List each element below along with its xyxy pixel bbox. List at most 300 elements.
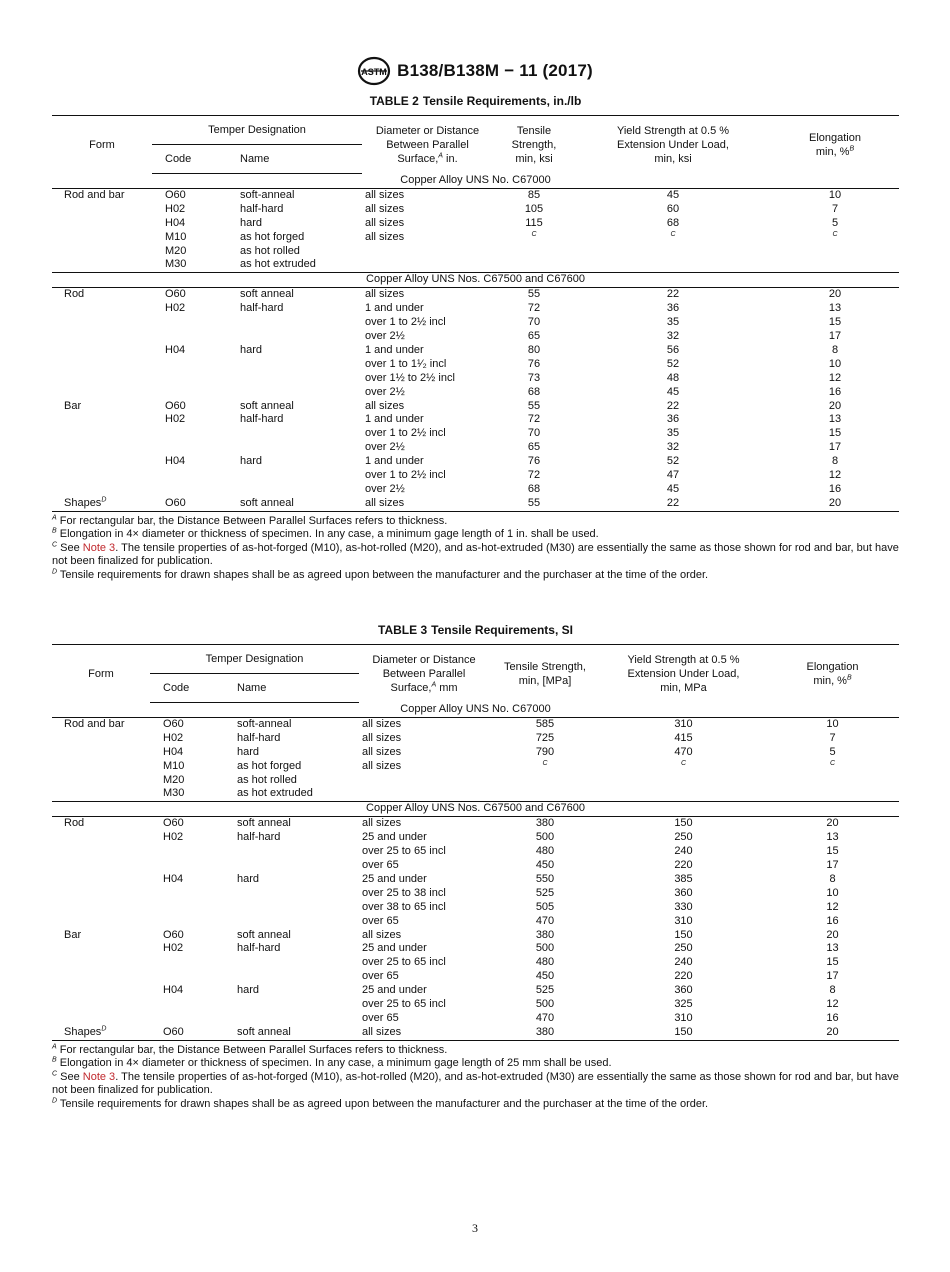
cell-name: hard [240,455,263,468]
cell-code [152,469,238,483]
cell-size: all sizes [362,759,402,772]
cell-form [52,787,150,801]
cell-code: M10 [165,230,187,243]
cell-code: M30 [163,787,185,800]
cell-yield: C [680,759,687,767]
cell-yield: 35 [666,316,680,329]
cell-name [238,358,362,372]
cell-size: all sizes [362,731,402,744]
cell-name: hard [240,343,263,356]
cell-form: Rod [64,817,85,830]
cell-tensile: 550 [535,872,555,885]
cell-form [52,1012,150,1026]
table-row [52,188,899,202]
cell-tensile: 55 [527,288,541,301]
cell-tensile: 70 [527,427,541,440]
table-row [52,427,899,441]
cell-name [235,956,359,970]
cell-tensile: 790 [535,745,555,758]
cell-size: all sizes [365,202,405,215]
cell-size: over 2½ [365,441,405,454]
table-row [52,746,899,760]
cell-tensile: 80 [527,343,541,356]
cell-tensile: 480 [535,845,555,858]
cell-yield: 32 [666,441,680,454]
cell-tensile: C [531,230,537,238]
cell-name [235,970,359,984]
col-header-elongation: Elongation min, %$^B$ [771,116,899,174]
cell-code: M10 [163,759,185,772]
cell-size: 1 and under [365,302,424,315]
cell-form [52,970,150,984]
cell-name [235,915,359,929]
cell-size: over 1½ to 2½ incl [365,371,455,384]
cell-elongation: 16 [828,385,842,398]
cell-size: over 65 [362,1011,399,1024]
cell-yield: 240 [674,845,693,858]
cell-size: over 25 to 65 incl [362,998,446,1011]
cell-code: H02 [165,302,186,315]
col-header-form: Form [52,645,150,703]
cell-form: Rod [64,288,85,301]
cell-code: O60 [163,717,184,730]
cell-form [52,344,152,358]
cell-elongation: 20 [826,817,839,830]
cell-size: over 25 to 65 incl [362,845,446,858]
cell-elongation: 12 [826,900,839,913]
cell-code [150,887,235,901]
cell-yield: 56 [666,343,680,356]
cell-form [52,330,152,344]
table-row [52,372,899,386]
page-header [0,56,950,86]
footnote-c: $^C$ See Note 3. The tensile properties of as-hot-forged (M10), as-hot-rolled (M20), and as-hot-extruded (M30) are essentially the same as those shown for rod and bar, but have not been finalized for publication. [52,541,899,568]
cell-yield: 47 [666,469,680,482]
cell-size: over 1 to 2½ incl [365,469,446,482]
table-3-group-2-heading: Copper Alloy UNS Nos. C67500 and C67600 [52,802,899,817]
cell-code [150,970,235,984]
cell-form [52,845,150,859]
cell-tensile: 72 [527,469,541,482]
table-2-grid [52,115,899,512]
table-row [52,358,899,372]
cell-code: O60 [165,188,186,201]
table-row [52,231,899,245]
cell-form [52,873,150,887]
cell-yield: 35 [666,427,680,440]
cell-elongation [771,245,899,259]
table-row [52,915,899,929]
cell-elongation: 10 [826,886,839,899]
cell-tensile [489,774,601,788]
cell-elongation [766,787,899,801]
cell-name [235,845,359,859]
cell-name [235,901,359,915]
cell-yield: 250 [674,942,693,955]
col-header-code: Code [152,145,238,174]
cell-tensile: 76 [527,357,541,370]
cell-yield: 52 [666,357,680,370]
cell-name: hard [237,984,260,997]
cell-name: soft-anneal [240,188,295,201]
document-designation: B138/B138M − 11 (2017) [397,61,593,80]
cell-size [362,245,493,259]
cell-form [52,217,152,231]
cell-code: M20 [163,773,185,786]
table-row [52,873,899,887]
cell-name: soft anneal [237,817,291,830]
cell-size [359,787,489,801]
cell-elongation: 8 [829,872,836,885]
col-header-name: Name [238,145,362,174]
cell-form: Rod and bar [64,188,125,201]
cell-code [150,915,235,929]
table-3 [52,623,899,1111]
cell-name: as hot forged [240,230,305,243]
cell-tensile: 450 [535,858,555,871]
table-row [52,970,899,984]
cell-elongation [771,258,899,272]
cell-name [238,441,362,455]
cell-yield: 250 [674,831,693,844]
cell-size: all sizes [365,230,405,243]
cell-form [52,859,150,873]
cell-yield: 36 [666,413,680,426]
cell-tensile: 72 [527,413,541,426]
table-row [52,942,899,956]
cell-form: Bar [64,399,82,412]
cell-size: over 65 [362,970,399,983]
cell-elongation [766,774,899,788]
cell-code: H02 [165,413,186,426]
cell-form [52,831,150,845]
cell-elongation: 17 [828,441,842,454]
cell-tensile: 380 [535,817,555,830]
cell-name [238,427,362,441]
table-3-title: TABLE 3 Tensile Requirements, SI [378,623,573,637]
cell-name: soft-anneal [237,717,292,730]
table-row [52,441,899,455]
cell-size: over 25 to 65 incl [362,956,446,969]
cell-code [152,427,238,441]
cell-name [238,483,362,497]
col-header-name: Name [235,674,359,703]
cell-tensile: 65 [527,329,541,342]
cell-tensile: 505 [535,900,555,913]
cell-yield [601,774,766,788]
cell-size: over 38 to 65 incl [362,900,446,913]
cell-elongation: 16 [826,1011,839,1024]
cell-elongation: 17 [826,858,839,871]
table-2 [52,94,899,582]
cell-name [235,1012,359,1026]
cell-elongation: 13 [826,942,839,955]
cell-elongation: 15 [826,845,839,858]
cell-size: all sizes [362,745,402,758]
cell-form [52,231,152,245]
cell-yield: 48 [666,371,680,384]
cell-tensile: 585 [535,717,555,730]
cell-size: over 1 to 1¹⁄₂ incl [365,357,447,370]
cell-form [52,441,152,455]
cell-size: all sizes [362,817,402,830]
cell-form [52,984,150,998]
table-row [52,717,899,731]
cell-name: hard [237,872,260,885]
table-row [52,984,899,998]
cell-code [150,845,235,859]
cell-size: over 65 [362,914,399,927]
cell-form [52,998,150,1012]
cell-name [235,998,359,1012]
cell-name: half-hard [240,202,284,215]
cell-yield: 310 [674,1011,693,1024]
astm-logo-icon [357,56,391,86]
cell-form [52,746,150,760]
table-row [52,302,899,316]
cell-yield: 325 [674,998,693,1011]
cell-code: H04 [163,872,184,885]
cell-code: H02 [163,942,184,955]
table-row [52,774,899,788]
table-2-title: TABLE 2 Tensile Requirements, in./lb [369,94,582,108]
cell-tensile: 480 [535,956,555,969]
cell-yield: 52 [666,455,680,468]
cell-form [52,901,150,915]
cell-tensile: 73 [527,371,541,384]
cell-yield: C [670,230,676,238]
cell-code [152,358,238,372]
cell-code: H02 [163,731,184,744]
cell-name: hard [237,745,260,758]
cell-size: all sizes [365,188,405,201]
cell-name [235,887,359,901]
cell-name [238,316,362,330]
cell-yield: 415 [674,731,693,744]
cell-size: over 65 [362,858,399,871]
cell-elongation: 15 [826,956,839,969]
cell-elongation: 5 [831,216,839,229]
table-row [52,760,899,774]
table-row [52,330,899,344]
cell-code [150,901,235,915]
cell-yield: 36 [666,302,680,315]
col-header-elongation: Elongation min, %$^B$ [766,645,899,703]
cell-elongation: 5 [829,745,836,758]
cell-code [152,483,238,497]
table-row [52,413,899,427]
cell-form: Bar [64,928,82,941]
col-header-tensile: Tensile Strength, min, ksi [493,116,575,174]
col-header-diameter: Diameter or Distance Between Parallel Surface,$^A$ mm [359,645,489,703]
cell-yield: 310 [674,914,693,927]
cell-name: as hot forged [237,759,302,772]
table-row [52,887,899,901]
table-row-shapes: Shapes$^D$ O60 soft anneal all sizes 380 150 20 [52,1026,899,1040]
note-3-link[interactable]: Note 3 [82,1070,116,1083]
cell-name: hard [240,216,263,229]
cell-elongation: 7 [829,731,836,744]
cell-size: over 1 to 2½ incl [365,427,446,440]
col-header-diameter: Diameter or Distance Between Parallel Surface,$^A$ in. [362,116,493,174]
cell-yield: 60 [666,202,680,215]
cell-form [52,245,152,259]
cell-code: H02 [163,831,184,844]
cell-size: over 2½ [365,385,405,398]
cell-form [52,386,152,400]
cell-size: 25 and under [362,984,427,997]
cell-yield: 22 [666,399,680,412]
footnote-a: $^A$ For rectangular bar, the Distance Between Parallel Surfaces refers to thickness. [52,514,448,527]
cell-size: over 2½ [365,329,405,342]
cell-tensile: 725 [535,731,555,744]
cell-yield: 150 [674,817,693,830]
cell-tensile: 380 [535,928,555,941]
cell-size [359,774,489,788]
cell-yield: 310 [674,717,693,730]
cell-name: as hot rolled [240,244,300,257]
cell-elongation: 12 [826,998,839,1011]
note-3-link[interactable]: Note 3 [82,541,116,554]
cell-tensile: 115 [525,216,543,229]
cell-form [52,760,150,774]
cell-name: as hot extruded [240,258,316,271]
cell-elongation: 8 [831,343,839,356]
cell-name: soft anneal [237,928,291,941]
cell-yield: 45 [666,482,680,495]
table-row [52,859,899,873]
cell-code: O60 [165,399,186,412]
table-3-footnotes [52,1044,899,1112]
cell-form [52,455,152,469]
footnote-b: $^B$ Elongation in 4× diameter or thickness of specimen. In any case, a minimum gage length of 25 mm shall be used. [52,1056,612,1070]
table-row [52,998,899,1012]
cell-size: all sizes [362,717,402,730]
cell-form [52,774,150,788]
cell-yield [575,245,771,259]
cell-name: half-hard [237,942,281,955]
table-row [52,400,899,414]
col-header-temper: Temper Designation [150,645,359,674]
cell-code: H04 [163,984,184,997]
cell-form [52,483,152,497]
cell-form [52,427,152,441]
cell-yield: 220 [674,858,693,871]
cell-yield: 68 [666,216,680,229]
table-2-group-2-heading: Copper Alloy UNS Nos. C67500 and C67600 [52,273,899,288]
cell-elongation: 16 [828,482,842,495]
cell-tensile: 76 [527,455,541,468]
table-3-body [52,703,899,1041]
cell-elongation: 10 [828,188,842,201]
cell-size: 25 and under [362,831,427,844]
cell-name: as hot rolled [237,773,297,786]
cell-code [150,998,235,1012]
cell-elongation: C [832,230,838,238]
cell-tensile: 470 [535,1011,555,1024]
cell-elongation: 13 [828,413,842,426]
cell-name: half-hard [237,731,281,744]
cell-form [52,732,150,746]
cell-size: 1 and under [365,343,424,356]
cell-elongation: 16 [826,914,839,927]
cell-tensile [489,787,601,801]
cell-size: over 2½ [365,482,405,495]
cell-form [52,316,152,330]
cell-code [152,441,238,455]
cell-size: all sizes [365,216,405,229]
cell-name: as hot extruded [237,787,313,800]
table-3-group-1-heading: Copper Alloy UNS No. C67000 [52,703,899,718]
svg-text:ASTM: ASTM [361,67,387,77]
cell-tensile: 68 [527,385,541,398]
table-row [52,316,899,330]
cell-yield: 32 [666,329,680,342]
col-header-temper: Temper Designation [152,116,362,145]
cell-tensile: 500 [535,942,555,955]
cell-yield: 220 [674,970,693,983]
page-number: 3 [472,1221,478,1235]
col-header-code: Code [150,674,235,703]
cell-size: 25 and under [362,872,427,885]
cell-code [150,956,235,970]
cell-name: half-hard [240,302,284,315]
cell-code: O60 [165,288,186,301]
cell-form [52,942,150,956]
cell-elongation: 8 [829,984,836,997]
footnote-a: $^A$ For rectangular bar, the Distance Between Parallel Surfaces refers to thickness. [52,1043,448,1056]
cell-code: H04 [165,216,186,229]
cell-form [52,358,152,372]
cell-yield: 240 [674,956,693,969]
table-row [52,787,899,801]
table-row [52,258,899,272]
table-2-body [52,174,899,512]
cell-yield: 45 [666,385,680,398]
cell-yield [575,258,771,272]
table-row [52,288,899,302]
cell-yield: 22 [666,288,680,301]
cell-elongation: 7 [831,202,839,215]
cell-form: Rod and bar [64,717,125,730]
cell-size: over 1 to 2½ incl [365,316,446,329]
cell-elongation: 13 [828,302,842,315]
cell-code [152,316,238,330]
table-row [52,455,899,469]
cell-yield: 45 [666,188,680,201]
cell-code [152,372,238,386]
cell-form [52,956,150,970]
cell-size: 25 and under [362,942,427,955]
col-header-form: Form [52,116,152,174]
cell-tensile: 85 [527,188,541,201]
table-row [52,217,899,231]
cell-name: soft anneal [240,288,294,301]
table-row [52,901,899,915]
cell-yield [601,787,766,801]
cell-name: half-hard [237,831,281,844]
cell-elongation: 20 [826,928,839,941]
cell-tensile: 500 [535,998,555,1011]
table-row [52,929,899,943]
cell-elongation: 12 [828,371,842,384]
cell-form [52,915,150,929]
cell-code: O60 [163,817,184,830]
table-row [52,831,899,845]
footnote-c: $^C$ See Note 3. The tensile properties of as-hot-forged (M10), as-hot-rolled (M20), and as-hot-extruded (M30) are essentially the same as those shown for rod and bar, but have not been finalized for publication. [52,1070,899,1097]
cell-tensile: 68 [527,482,541,495]
cell-code: H02 [165,202,186,215]
